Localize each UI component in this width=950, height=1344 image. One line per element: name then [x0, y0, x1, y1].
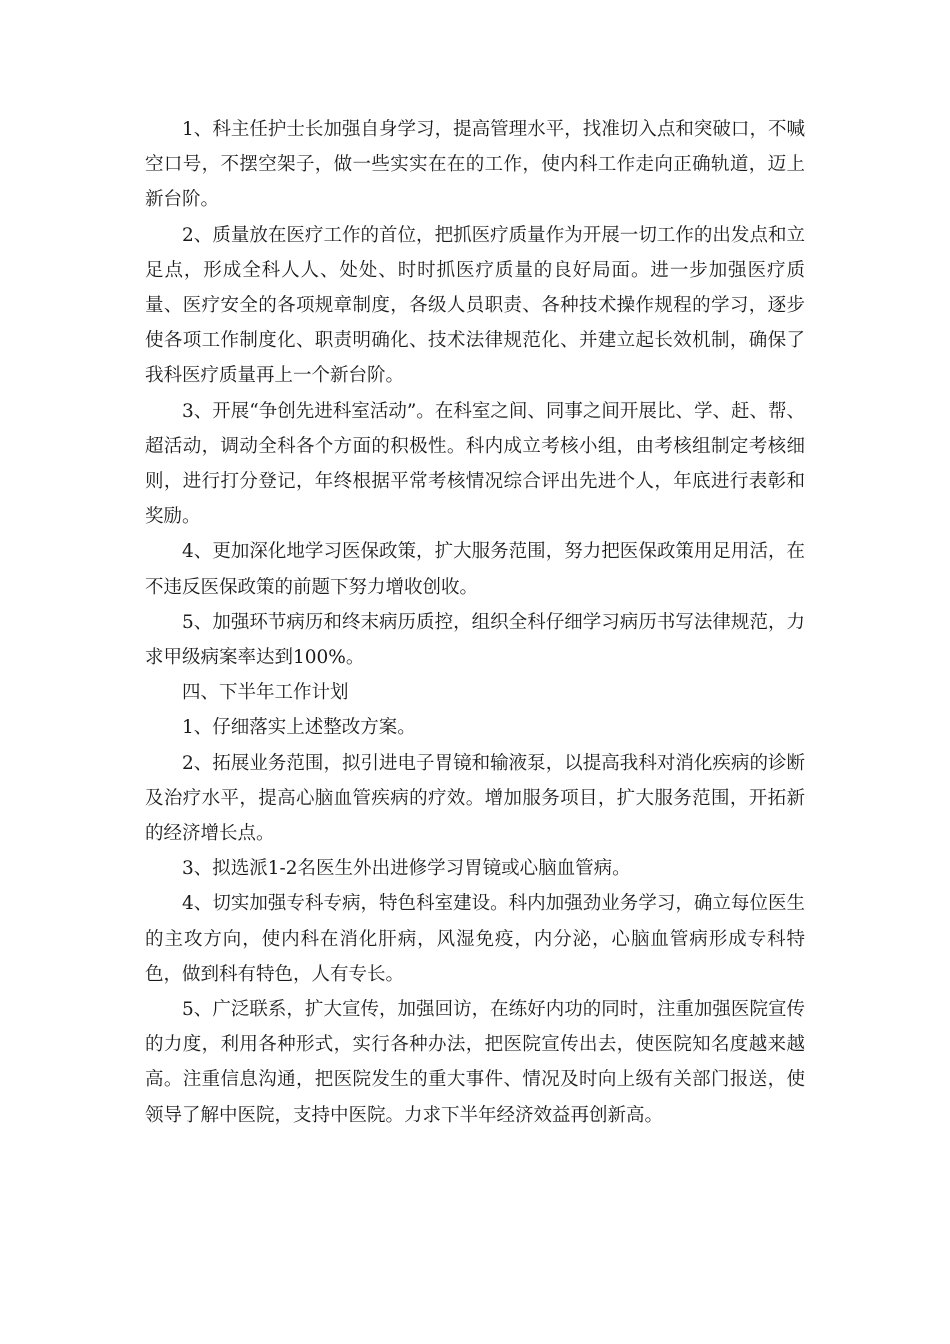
- paragraph-improvement-1: 1、科主任护士长加强自身学习，提高管理水平，找准切入点和突破口，不喊空口号，不摆空架子，做一些实实在在的工作，使内科工作走向正确轨道，迈上新台阶。: [145, 119, 805, 211]
- paragraph-plan-1: 1、仔细落实上述整改方案。: [182, 717, 416, 739]
- paragraph-improvement-3: 3、开展“争创先进科室活动”。在科室之间、同事之间开展比、学、赶、帮、超活动，调动全科各个方面的积极性。科内成立考核小组，由考核组制定考核细则，进行打分登记，年终根据平常考核情况综合评出先进个人，年底进行表彰和奖励。: [145, 400, 805, 528]
- paragraph-plan-5: 5、广泛联系，扩大宣传，加强回访，在练好内功的同时，注重加强医院宣传的力度，利用各种形式，实行各种办法，把医院宣传出去，使医院知名度越来越高。注重信息沟通，把医院发生的重大事件、情况及时向上级有关部门报送，使领导了解中医院，支持中医院。力求下半年经济效益再创新高。: [145, 999, 805, 1126]
- paragraph-improvement-2: 2、质量放在医疗工作的首位，把抓医疗质量作为开展一切工作的出发点和立足点，形成全科人人、处处、时时抓医疗质量的良好局面。进一步加强医疗质量、医疗安全的各项规章制度，各级人员职责、各种技术操作规程的学习，逐步使各项工作制度化、职责明确化、技术法律规范化、并建立起长效机制，确保了我科医疗质量再上一个新台阶。: [145, 224, 805, 387]
- paragraph-plan-2: 2、拓展业务范围，拟引进电子胃镜和输液泵，以提高我科对消化疾病的诊断及治疗水平，提高心脑血管疾病的疗效。增加服务项目，扩大服务范围，开拓新的经济增长点。: [145, 752, 805, 845]
- document-page: [145, 112, 805, 1133]
- paragraph-improvement-4: 4、更加深化地学习医保政策，扩大服务范围，努力把医保政策用足用活，在不违反医保政策的前题下努力增收创收。: [145, 541, 805, 598]
- paragraph-improvement-5: 5、加强环节病历和终末病历质控，组织全科仔细学习病历书写法律规范，力求甲级病案率达到100%。: [145, 611, 805, 669]
- paragraph-plan-4: 4、切实加强专科专病，特色科室建设。科内加强劲业务学习，确立每位医生的主攻方向，使内科在消化肝病，风湿免疫，内分泌，心脑血管病形成专科特色，做到科有特色，人有专长。: [145, 893, 805, 985]
- section-heading: 四、下半年工作计划: [182, 682, 349, 704]
- paragraph-plan-3: 3、拟选派1-2名医生外出进修学习胃镜或心脑血管病。: [182, 858, 631, 880]
